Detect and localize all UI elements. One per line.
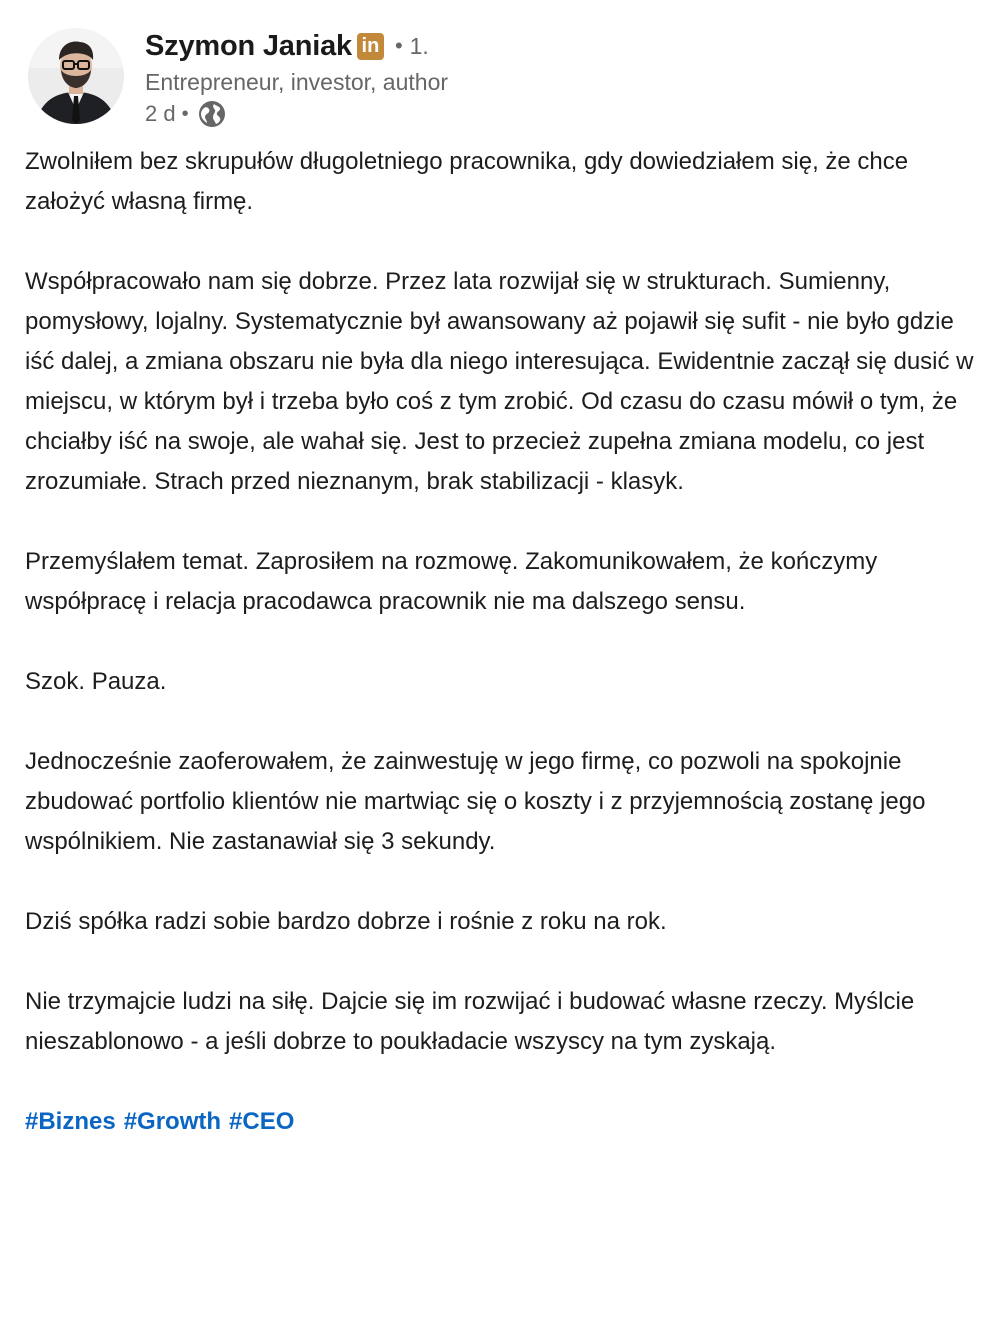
post-paragraph: Szok. Pauza. — [25, 668, 167, 695]
globe-icon — [197, 99, 227, 129]
post-paragraph: Współpracowało nam się dobrze. Przez lata rozwijał się w strukturach. Sumienny, pomysłowy, lojalny. Systematycznie był awansowany aż pojawił się sufit - nie było gdzie iść dalej, a zmiana obszaru nie była dla niego interesująca. Ewidentnie zaczął się dusić w miejscu, w którym był i trzeba było coś z tym zrobić. Od czasu do czasu mówił o tym, że chciałby iść na swoje, ale wahał się. Jest to przecież zupełna zmiana modelu, co jest zrozumiałe. Strach przed nieznanym, brak stabilizacji - klasyk. — [25, 268, 974, 495]
post-header — [28, 28, 978, 128]
post-body — [25, 142, 980, 1142]
author-headline: Entrepreneur, investor, author — [145, 69, 449, 95]
meta-separator-dot: • — [181, 102, 189, 125]
post-paragraph: Jednocześnie zaoferowałem, że zainwestuję w jego firmę, co pozwoli na spokojnie zbudować portfolio klientów nie martwiąc się o koszty i z przyjemnością zostanę jego wspólnikiem. Nie zastanawiał się 3 sekundy. — [25, 748, 926, 855]
separator-dot: • — [394, 33, 403, 58]
avatar-photo — [28, 28, 124, 124]
linkedin-premium-icon: in — [357, 33, 384, 60]
author-info — [145, 28, 448, 129]
avatar[interactable] — [28, 28, 124, 124]
post-paragraph: Dziś spółka radzi sobie bardzo dobrze i rośnie z roku na rok. — [25, 908, 667, 935]
post-paragraph: Nie trzymajcie ludzi na siłę. Dajcie się im rozwijać i budować własne rzeczy. Myślcie nieszablonowo - a jeśli dobrze to poukładacie wszyscy na tym zyskają. — [25, 988, 915, 1055]
connection-degree: 1. — [409, 32, 429, 59]
author-name[interactable]: Szymon Janiak — [145, 29, 352, 62]
post-meta — [145, 99, 448, 129]
hashtag-link[interactable]: #Biznes — [25, 1108, 116, 1135]
post-time[interactable]: 2 d — [145, 101, 176, 126]
post-paragraph: Przemyślałem temat. Zaprosiłem na rozmowę. Zakomunikowałem, że kończymy współpracę i relacja pracodawca pracownik nie ma dalszego sensu. — [25, 548, 878, 615]
hashtag-link[interactable]: #CEO — [229, 1108, 295, 1135]
author-name-row — [145, 28, 448, 64]
post-paragraph: Zwolniłem bez skrupułów długoletniego pracownika, gdy dowiedziałem się, że chce założyć własną firmę. — [25, 148, 909, 215]
hashtag-link[interactable]: #Growth — [123, 1108, 222, 1135]
hashtag-list — [25, 1102, 980, 1142]
